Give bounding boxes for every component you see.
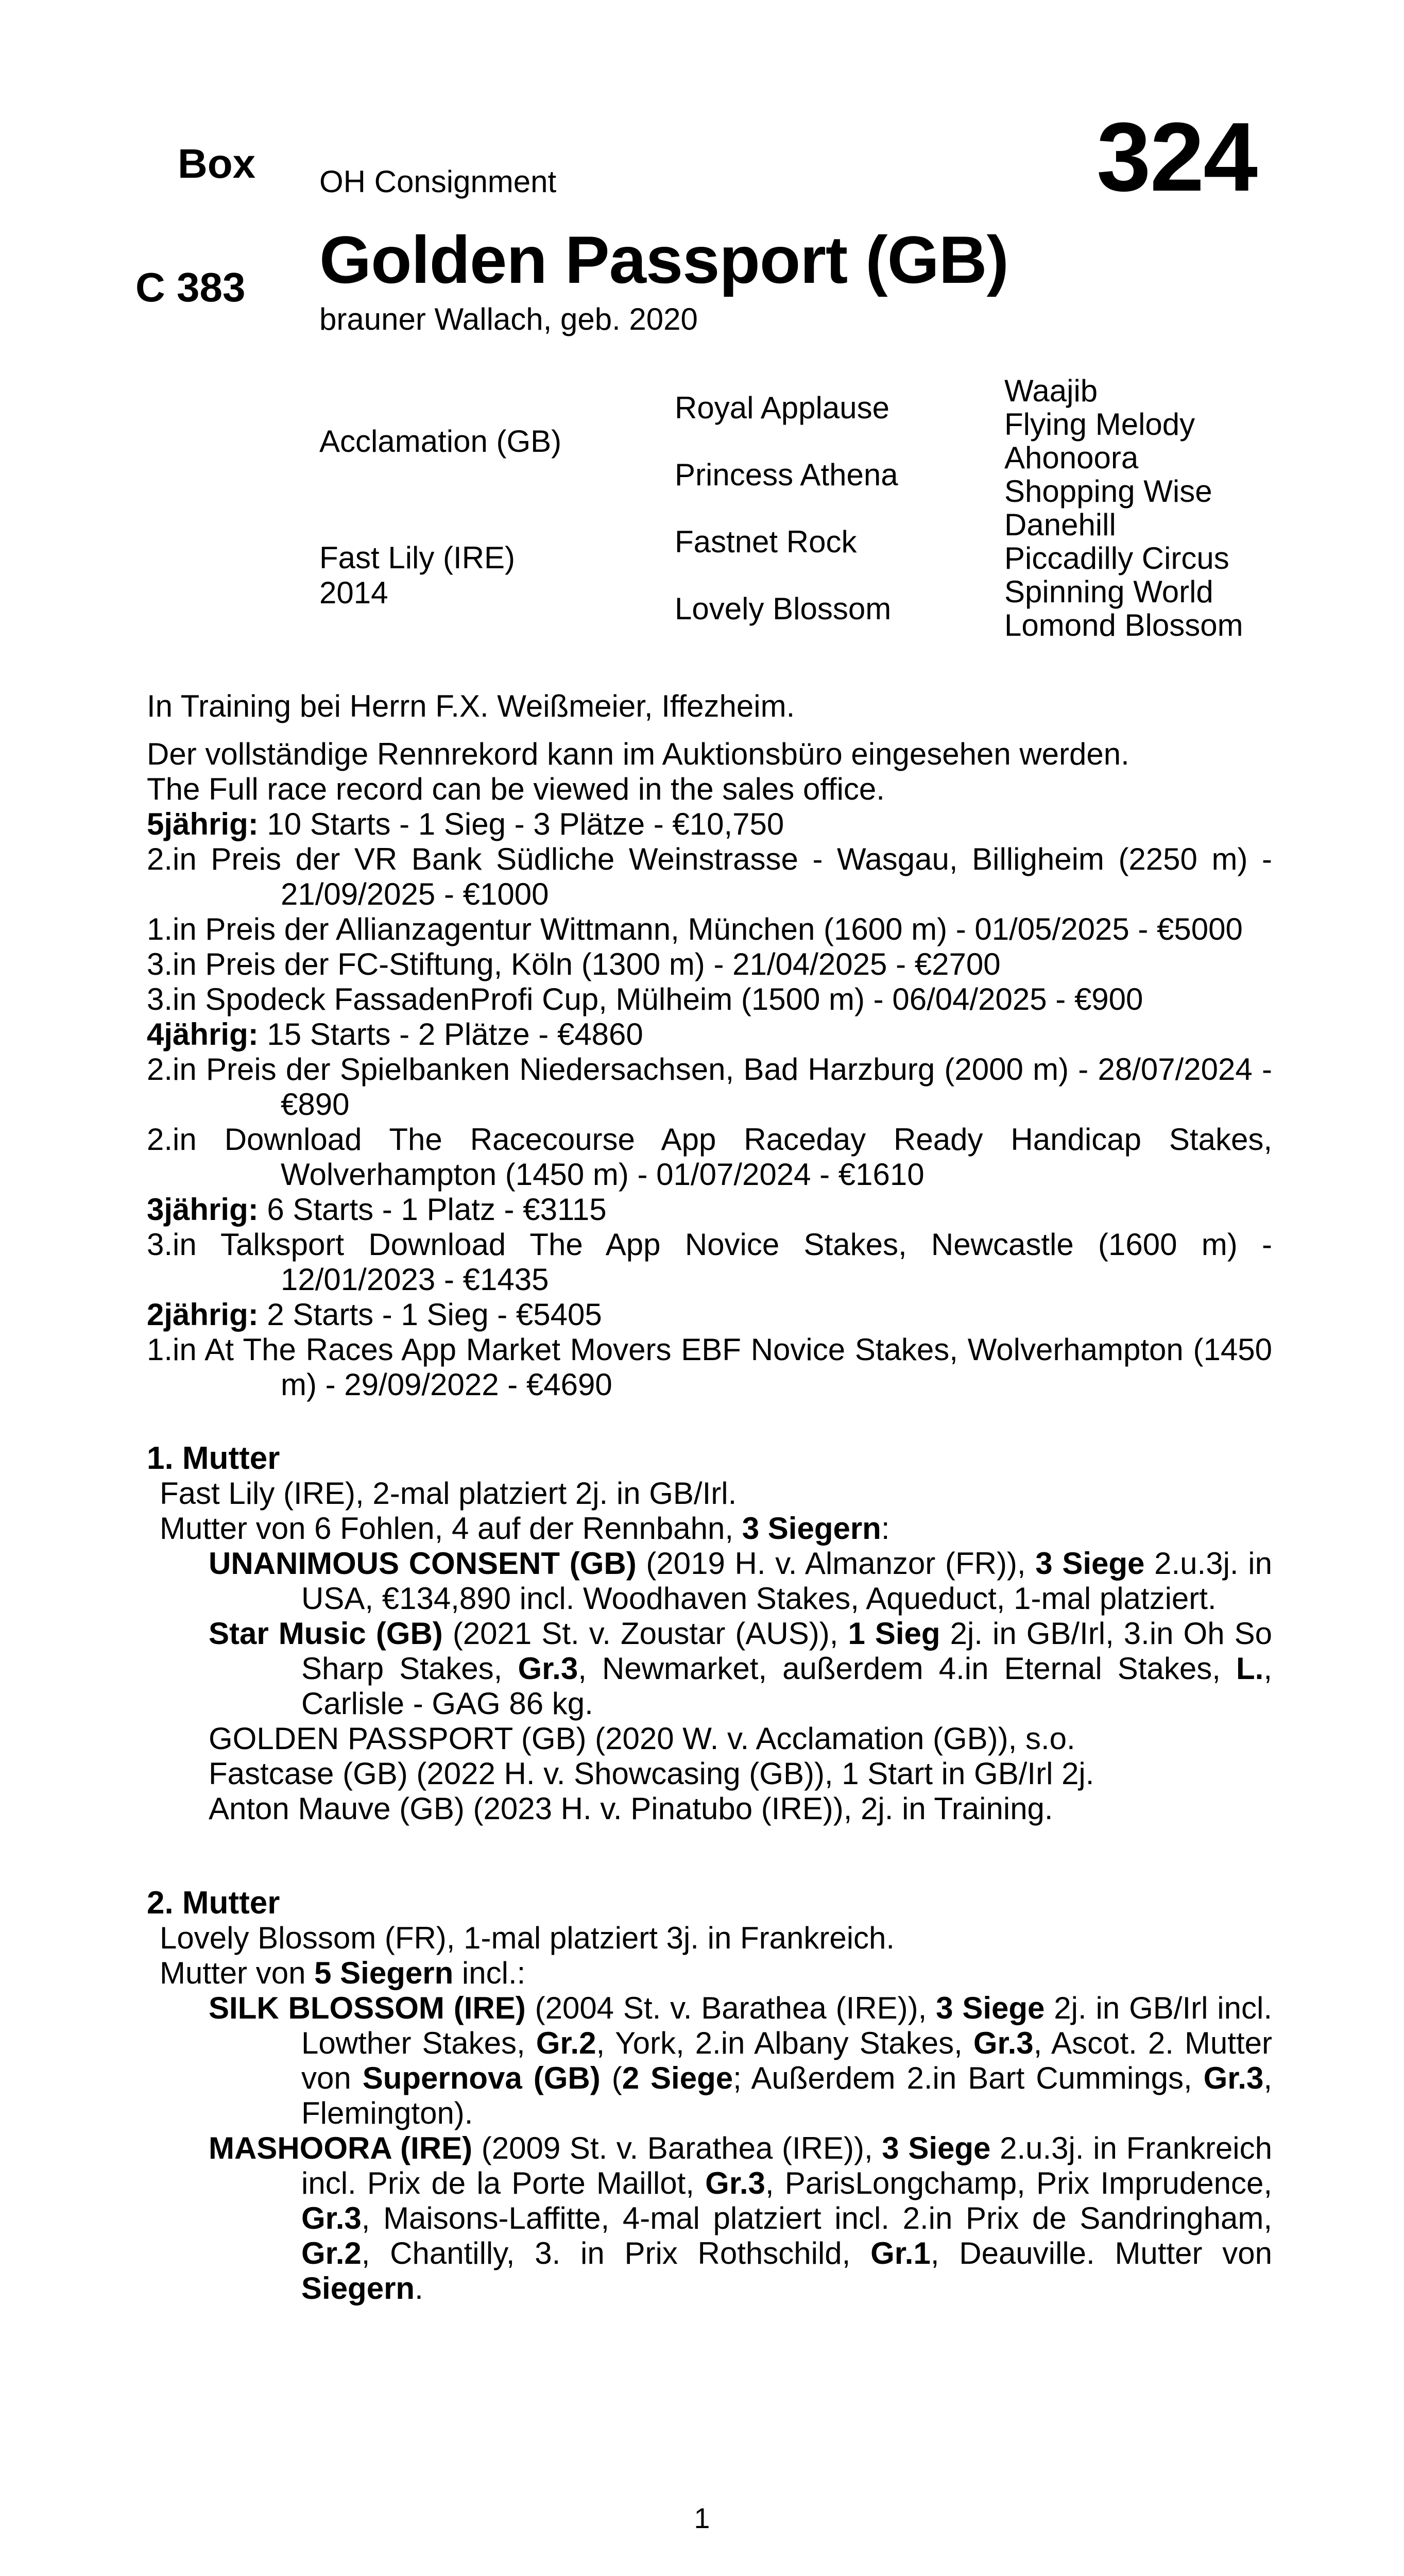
- race-record: [147, 689, 1272, 1402]
- dam-summary: Fast Lily (IRE), 2-mal platziert 2j. in GB/Irl.: [160, 1476, 737, 1511]
- great-grandsire-name: Spinning World: [1004, 574, 1213, 609]
- produce-entry: SILK BLOSSOM (IRE) (2004 St. v. Barathea (IRE)), 3 Siege 2j. in GB/Irl incl. Lowther Stakes, Gr.2, York, 2.in Albany Stakes, Gr.3, Ascot. 2. Mutter von Supernova (GB) (2 Siege; Außerdem 2.in Bart Cummings, Gr.3, Flemington).: [209, 1990, 1272, 2130]
- race-result: 3.in Spodeck FassadenProfi Cup, Mülheim (1500 m) - 06/04/2025 - €900: [147, 981, 1143, 1016]
- page-number: 1: [694, 2502, 710, 2534]
- great-granddam-name: Piccadilly Circus: [1004, 541, 1229, 575]
- record-intro-en: The Full race record can be viewed in the sales office.: [147, 771, 885, 806]
- great-granddam-name: Shopping Wise: [1004, 474, 1212, 509]
- race-result: 1.in Preis der Allianzagentur Wittmann, München (1600 m) - 01/05/2025 - €5000: [147, 911, 1243, 946]
- lot-number: 324: [1096, 103, 1257, 212]
- training-note: In Training bei Herrn F.X. Weißmeier, Iffezheim.: [147, 688, 795, 723]
- race-result: 2.in Download The Racecourse App Raceday Ready Handicap Stakes, Wolverhampton (1450 m) - 01/07/2024 - €1610: [147, 1122, 1272, 1192]
- dam-produce-summary: Mutter von 6 Fohlen, 4 auf der Rennbahn, 3 Siegern:: [160, 1511, 890, 1546]
- granddam-name: Princess Athena: [675, 457, 898, 492]
- season-summary: 5jährig: 10 Starts - 1 Sieg - 3 Plätze - €10,750: [147, 806, 784, 841]
- grandsire-name: Fastnet Rock: [675, 524, 857, 559]
- dam-year: 2014: [319, 575, 388, 610]
- produce-entry: MASHOORA (IRE) (2009 St. v. Barathea (IRE)), 3 Siege 2.u.3j. in Frankreich incl. Prix de la Porte Maillot, Gr.3, ParisLongchamp, Prix Imprudence, Gr.3, Maisons-Laffitte, 4-mal platziert incl. 2.in Prix de Sandringham, Gr.2, Chantilly, 3. in Prix Rothschild, Gr.1, Deauville. Mutter von Siegern.: [209, 2130, 1272, 2306]
- produce-entry: GOLDEN PASSPORT (GB) (2020 W. v. Acclamation (GB)), s.o.: [209, 1721, 1075, 1756]
- race-result: 1.in At The Races App Market Movers EBF Novice Stakes, Wolverhampton (1450 m) - 29/09/2022 - €4690: [147, 1332, 1272, 1402]
- great-granddam-name: Flying Melody: [1004, 407, 1195, 442]
- second-dam-lines: [147, 1921, 1272, 2306]
- sire-name: Acclamation (GB): [319, 423, 562, 459]
- season-summary: 4jährig: 15 Starts - 2 Plätze - €4860: [147, 1016, 643, 1052]
- produce-entry: Fastcase (GB) (2022 H. v. Showcasing (GB)), 1 Start in GB/Irl 2j.: [209, 1756, 1094, 1791]
- second-dam-section: [147, 1886, 1272, 2306]
- race-result: 3.in Talksport Download The App Novice Stakes, Newcastle (1600 m) - 12/01/2023 - €1435: [147, 1227, 1272, 1297]
- produce-entry: Anton Mauve (GB) (2023 H. v. Pinatubo (IRE)), 2j. in Training.: [209, 1791, 1053, 1826]
- season-summary: 3jährig: 6 Starts - 1 Platz - €3115: [147, 1192, 607, 1227]
- box-code: C 383: [135, 264, 246, 310]
- race-result: 2.in Preis der Spielbanken Niedersachsen, Bad Harzburg (2000 m) - 28/07/2024 - €890: [147, 1052, 1272, 1122]
- first-dam-section: [147, 1441, 1272, 1826]
- first-dam-heading: 1. Mutter: [147, 1440, 280, 1476]
- great-grandsire-name: Ahonoora: [1004, 440, 1139, 475]
- horse-description: brauner Wallach, geb. 2020: [319, 301, 698, 336]
- consignor-name: OH Consignment: [319, 164, 557, 199]
- race-result: 2.in Preis der VR Bank Südliche Weinstrasse - Wasgau, Billigheim (2250 m) - 21/09/2025 - €1000: [147, 841, 1272, 911]
- great-grandsire-name: Danehill: [1004, 507, 1116, 542]
- granddam-name: Lovely Blossom: [675, 591, 892, 626]
- race-result: 3.in Preis der FC-Stiftung, Köln (1300 m) - 21/04/2025 - €2700: [147, 946, 1001, 981]
- season-summary: 2jährig: 2 Starts - 1 Sieg - €5405: [147, 1297, 602, 1332]
- dam-name: [319, 540, 675, 611]
- produce-entry: UNANIMOUS CONSENT (GB) (2019 H. v. Almanzor (FR)), 3 Siege 2.u.3j. in USA, €134,890 incl. Woodhaven Stakes, Aqueduct, 1-mal platziert.: [209, 1546, 1272, 1616]
- dam-produce-summary: Mutter von 5 Siegern incl.:: [160, 1955, 526, 1990]
- second-dam-heading: 2. Mutter: [147, 1885, 280, 1921]
- grandsire-name: Royal Applause: [675, 390, 889, 425]
- great-granddam-name: Lomond Blossom: [1004, 608, 1243, 642]
- produce-entry: Star Music (GB) (2021 St. v. Zoustar (AUS)), 1 Sieg 2j. in GB/Irl, 3.in Oh So Sharp Stakes, Gr.3, Newmarket, außerdem 4.in Eternal Stakes, L., Carlisle - GAG 86 kg.: [209, 1616, 1273, 1721]
- catalog-page-content: [147, 222, 1272, 2306]
- great-grandsire-name: Waajib: [1004, 374, 1098, 408]
- record-intro-de: Der vollständige Rennrekord kann im Auktionsbüro eingesehen werden.: [147, 736, 1129, 771]
- box-label: Box: [178, 141, 256, 187]
- horse-name: Golden Passport (GB): [319, 222, 1008, 297]
- first-dam-lines: [147, 1476, 1272, 1826]
- dam-summary: Lovely Blossom (FR), 1-mal platziert 3j. in Frankreich.: [160, 1920, 895, 1955]
- pedigree-table: [319, 375, 1272, 642]
- dam-name-text: Fast Lily (IRE): [319, 540, 516, 575]
